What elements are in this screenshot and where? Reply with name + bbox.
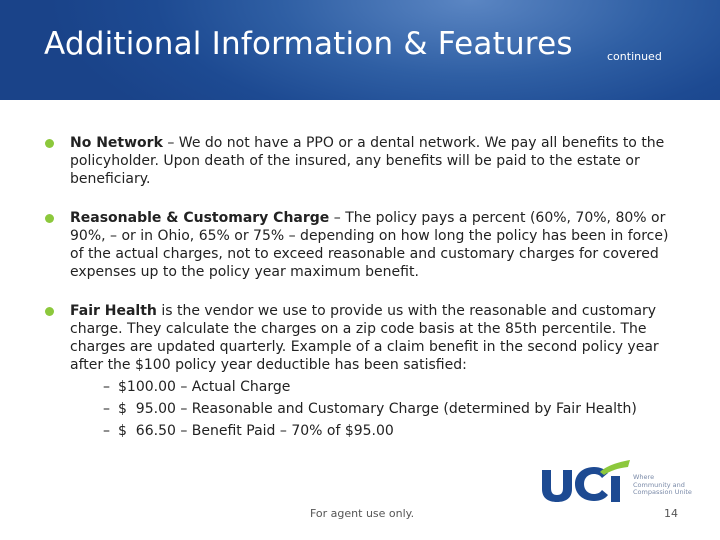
bullet-text: – The policy pays a percent (60%, 70%, 80% or 90%, – or in Ohio, 65% or 75% – depending on how long the policy has been in force) of the actual charges, not to exceed reasonable and customary charges for covered expenses up to the policy year maximum benefit. xyxy=(70,210,669,280)
bullet-icon xyxy=(45,139,54,148)
bullet-heading: No Network xyxy=(70,135,163,151)
sub-item xyxy=(70,376,684,398)
footer-note: For agent use only. xyxy=(310,507,415,520)
content-body xyxy=(44,134,684,463)
dash-icon: – xyxy=(103,423,110,439)
bullet-reasonable-customary xyxy=(44,209,684,281)
bullet-fair-health xyxy=(44,302,684,442)
bullet-text: – We do not have a PPO or a dental network. We pay all benefits to the policyholder. Upon death of the insured, any benefits will be paid to the estate or beneficiary. xyxy=(70,135,665,187)
sub-item xyxy=(70,420,684,442)
dash-icon: – xyxy=(103,379,110,395)
bullet-text: is the vendor we use to provide us with the reasonable and customary charge. They calculate the charges on a zip code basis at the 85th percentile. The charges are updated quarterly. Example of a claim benefit in the second policy year after the $100 policy year deductible has been satisfied: xyxy=(70,303,659,373)
slide-title: Additional Information & Features xyxy=(44,26,573,62)
sub-item-text: $100.00 – Actual Charge xyxy=(118,379,291,395)
bullet-heading: Fair Health xyxy=(70,303,157,319)
bullet-icon xyxy=(45,214,54,223)
dash-icon: – xyxy=(103,401,110,417)
uct-logo-mark xyxy=(540,456,632,504)
bullet-no-network xyxy=(44,134,684,188)
slide-title-suffix: continued xyxy=(607,50,662,63)
sub-item xyxy=(70,398,684,420)
bullet-heading: Reasonable & Customary Charge xyxy=(70,210,330,226)
sub-item-text: $ 66.50 – Benefit Paid – 70% of $95.00 xyxy=(118,423,394,439)
bullet-icon xyxy=(45,307,54,316)
uct-logo xyxy=(540,456,692,504)
page-number: 14 xyxy=(664,507,678,520)
logo-tagline: Where Community and Compassion Unite xyxy=(633,473,692,496)
sub-item-text: $ 95.00 – Reasonable and Customary Charge (determined by Fair Health) xyxy=(118,401,637,417)
title-banner xyxy=(0,0,720,100)
